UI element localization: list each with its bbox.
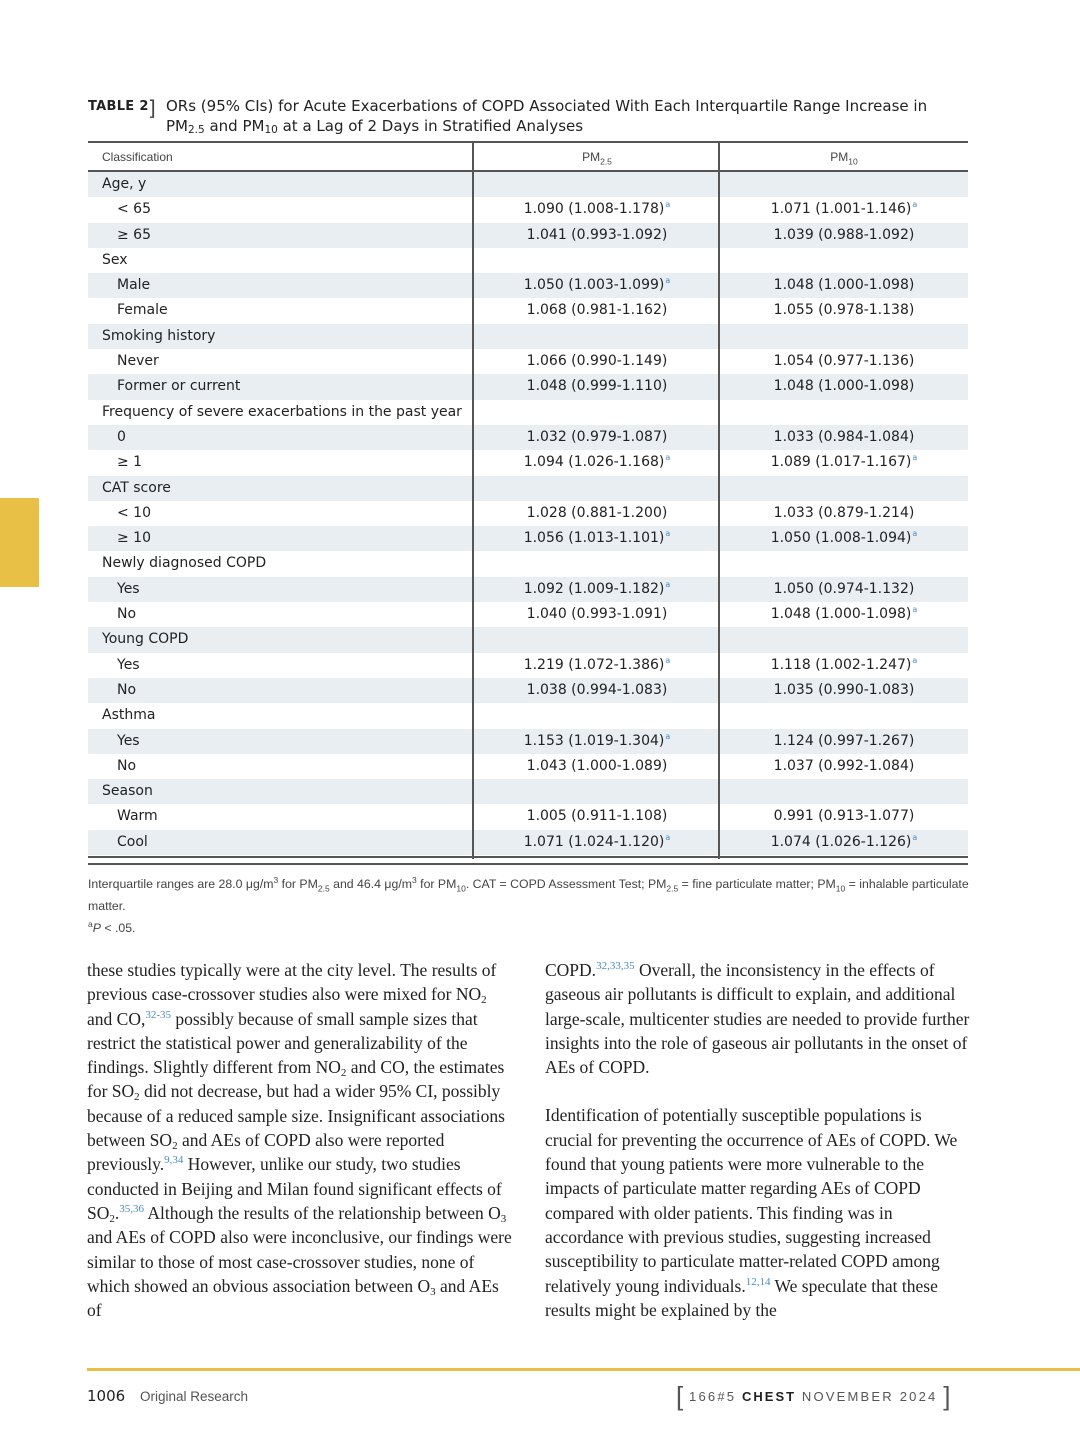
- table-row: [88, 349, 968, 374]
- table-row: [88, 577, 968, 602]
- table-row: [88, 324, 968, 349]
- header-pm10: $PM_{10}$: [830, 150, 858, 167]
- header-classification: Classification: [102, 150, 173, 164]
- table-row: [88, 374, 968, 399]
- cell-classification: No: [117, 757, 137, 774]
- header-pm25: $PM_{2.5}$: [582, 150, 612, 167]
- table-row: [88, 653, 968, 678]
- citation-link[interactable]: 32,33,35: [596, 960, 635, 972]
- page-number: 1006: [87, 1387, 126, 1405]
- footnote-significance: $^a$P < .05.: [88, 918, 136, 935]
- column-divider: [472, 141, 474, 859]
- table-row: [88, 754, 968, 779]
- cell-pm25: 1.043 (1.000-1.089): [526, 757, 668, 774]
- footer-rule: [87, 1368, 1080, 1371]
- footnote-abbreviations: Interquartile ranges are 28.0 $\mu g/m^3$ for $PM_{2.5}$ and 46.4 $\mu g/m^3$ for $PM_{10}$. CAT = COPD Assessment Test; $PM_{2.5}$ = fine particulate matter; $PM_{10}$ = inhalable particulate matter.: [88, 875, 969, 914]
- cell-pm10: 1.054 (0.977-1.136): [773, 353, 915, 370]
- cell-classification: No: [117, 681, 137, 698]
- significance-marker: a: [665, 453, 671, 463]
- significance-marker: a: [912, 605, 918, 615]
- table-row: [88, 197, 968, 222]
- citation-link[interactable]: 35,36: [119, 1202, 144, 1215]
- cell-pm25: 1.028 (0.881-1.200): [526, 504, 668, 521]
- cell-pm10: 1.035 (0.990-1.083): [773, 681, 915, 698]
- cell-classification: Yes: [117, 580, 140, 597]
- cell-pm10: 1.074 $(1.026-1.126)^a$: [770, 832, 918, 850]
- cell-pm25: 1.094 $(1.026-1.168)^a$: [523, 453, 671, 471]
- table-row: [88, 273, 968, 298]
- cell-pm10: 1.055 (0.978-1.138): [773, 302, 915, 319]
- journal-name: CHEST: [742, 1389, 797, 1404]
- table-row: [88, 425, 968, 450]
- cell-classification: Sex: [102, 251, 128, 268]
- cell-classification: Yes: [117, 656, 140, 673]
- cell-pm25: 1.066 (0.990-1.149): [526, 353, 668, 370]
- cell-classification: Newly diagnosed COPD: [102, 555, 267, 572]
- table-title: [88, 97, 978, 141]
- cell-pm25: 1.219 $(1.072-1.386)^a$: [523, 655, 671, 673]
- table-caption: ORs (95% CIs) for Acute Exacerbations of COPD Associated With Each Interquartile Range Increase in $PM_{2.5}$ and $PM_{10}$ at a Lag of 2 Days in Stratified Analyses: [166, 97, 928, 136]
- table-row: [88, 804, 968, 829]
- paragraph: Identification of potentially susceptible populations is crucial for preventing the occurrence of AEs of COPD. We found that young patients were more vulnerable to the impacts of particulate matter regarding AEs of COPD compared with older patients. This finding was in accordance with previous studies, suggesting increased susceptibility to particulate matter-related COPD among relatively young individuals.$^{12,14}$ We speculate that these results might be explained by the: [545, 1105, 958, 1320]
- cell-pm25: 1.092 $(1.009-1.182)^a$: [523, 579, 671, 597]
- paragraph: these studies typically were at the city level. The results of previous case-crossover studies also were mixed for $NO_2$ and CO,$^{32-35}$ possibly because of small sample sizes that restrict the statistical power and generalizability of the findings. Slightly different from $NO_2$ and CO, the estimates for $SO_2$ did not decrease, but had a wider 95% CI, possibly because of a reduced sample size. Insignificant associations between $SO_2$ and AEs of COPD also were reported previously.$^{9,34}$ However, unlike our study, two studies conducted in Beijing and Milan found significant effects of $SO_2.^{35,36}$ Although the results of the relationship between $O_3$ and AEs of COPD also were inconclusive, our findings were similar to those of most case-crossover studies, none of which showed an obvious association between $O_3$ and AEs of: [87, 960, 512, 1321]
- cell-pm25: 1.041 (0.993-1.092): [526, 226, 668, 243]
- significance-marker: a: [912, 453, 918, 463]
- significance-marker: a: [665, 832, 671, 842]
- cell-classification: CAT score: [102, 479, 171, 496]
- cell-pm10: 1.033 (0.879-1.214): [773, 504, 915, 521]
- significance-marker: a: [665, 276, 671, 286]
- table-row: [88, 248, 968, 273]
- table-row: [88, 223, 968, 248]
- cell-classification: < 10: [117, 504, 151, 521]
- cell-classification: Former or current: [117, 378, 241, 395]
- cell-classification: ≥ 10: [117, 530, 151, 547]
- cell-pm10: 1.048 (1.000-1.098): [773, 378, 915, 395]
- cell-pm25: 1.050 $(1.003-1.099)^a$: [523, 276, 671, 294]
- table-footnote: [88, 872, 978, 937]
- table-bottom-rule: [88, 856, 968, 865]
- cell-pm10: 0.991 (0.913-1.077): [773, 808, 915, 825]
- cell-classification: Warm: [117, 808, 158, 825]
- table-row: [88, 298, 968, 323]
- section-tab-marker: [0, 498, 39, 587]
- body-column-left: [87, 958, 512, 1322]
- significance-marker: a: [912, 529, 918, 539]
- paragraph: COPD.$^{32,33,35}$ Overall, the inconsistency in the effects of gaseous air pollutants is difficult to explain, and additional large-scale, multicenter studies are needed to provide further insights into the role of gaseous air pollutants in the onset of AEs of COPD.: [545, 960, 970, 1078]
- body-column-right: [545, 958, 971, 1322]
- column-divider: [718, 141, 720, 859]
- citation-link[interactable]: 9,34: [164, 1154, 184, 1167]
- cell-pm10: 1.048 $(1.000-1.098)^a$: [770, 605, 918, 623]
- section-label: Original Research: [140, 1389, 249, 1404]
- data-table: [88, 141, 968, 855]
- journal-volume: 166#5: [689, 1389, 737, 1404]
- cell-pm25: 1.005 (0.911-1.108): [526, 808, 668, 825]
- cell-pm25: 1.090 $(1.008-1.178)^a$: [523, 200, 671, 218]
- cell-classification: Yes: [117, 732, 140, 749]
- cell-pm25: 1.071 $(1.024-1.120)^a$: [523, 832, 671, 850]
- cell-pm10: 1.039 (0.988-1.092): [773, 226, 915, 243]
- table-row: [88, 830, 968, 855]
- cell-pm10: 1.118 $(1.002-1.247)^a$: [770, 655, 918, 673]
- cell-pm25: 1.153 $(1.019-1.304)^a$: [523, 731, 671, 749]
- table-row: [88, 476, 968, 501]
- cell-pm10: 1.033 (0.984-1.084): [773, 428, 915, 445]
- cell-pm25: 1.068 (0.981-1.162): [526, 302, 668, 319]
- table-row: [88, 526, 968, 551]
- cell-pm10: 1.124 (0.997-1.267): [773, 732, 915, 749]
- cell-classification: Cool: [117, 833, 148, 850]
- cell-classification: Age, y: [102, 176, 147, 192]
- table-label-bracket: ]: [148, 96, 156, 120]
- table-header: [88, 141, 968, 172]
- cell-classification: Female: [117, 302, 168, 319]
- cell-pm10: 1.050 (0.974-1.132): [773, 580, 915, 597]
- significance-marker: a: [665, 200, 671, 210]
- table-row: [88, 703, 968, 728]
- cell-pm25: 1.038 (0.994-1.083): [526, 681, 668, 698]
- table-row: [88, 172, 968, 197]
- table-label: TABLE 2: [88, 99, 149, 114]
- journal-citation: [ 166#5 CHEST NOVEMBER 2024 ]: [676, 1381, 951, 1411]
- cell-classification: Never: [117, 353, 159, 370]
- significance-marker: a: [912, 832, 918, 842]
- cell-classification: < 65: [117, 201, 151, 218]
- cell-classification: Frequency of severe exacerbations in the past year: [102, 403, 462, 420]
- citation-link[interactable]: 32-35: [145, 1008, 171, 1021]
- table-row: [88, 627, 968, 652]
- cell-classification: ≥ 65: [117, 226, 151, 243]
- cell-pm10: 1.089 $(1.017-1.167)^a$: [770, 453, 918, 471]
- cell-classification: Asthma: [102, 707, 156, 724]
- cell-pm25: 1.040 (0.993-1.091): [526, 606, 668, 623]
- table-row: [88, 450, 968, 475]
- significance-marker: a: [912, 655, 918, 665]
- table-row: [88, 501, 968, 526]
- significance-marker: a: [665, 579, 671, 589]
- significance-marker: a: [665, 529, 671, 539]
- significance-marker: a: [912, 200, 918, 210]
- cell-pm10: 1.037 (0.992-1.084): [773, 757, 915, 774]
- cell-classification: Young COPD: [102, 631, 189, 648]
- cell-pm10: 1.050 $(1.008-1.094)^a$: [770, 529, 918, 547]
- significance-marker: a: [665, 731, 671, 741]
- cell-classification: ≥ 1: [117, 454, 143, 471]
- citation-link[interactable]: 12,14: [745, 1275, 771, 1288]
- cell-pm25: 1.048 (0.999-1.110): [526, 378, 668, 395]
- cell-pm10: 1.071 $(1.001-1.146)^a$: [770, 200, 918, 218]
- cell-classification: Smoking history: [102, 327, 216, 344]
- cell-pm10: 1.048 (1.000-1.098): [773, 277, 915, 294]
- table-row: [88, 678, 968, 703]
- cell-classification: Season: [102, 783, 153, 800]
- journal-date: NOVEMBER 2024: [801, 1389, 938, 1404]
- table-row: [88, 551, 968, 576]
- cell-classification: No: [117, 606, 137, 623]
- table-body: [88, 172, 968, 855]
- table-row: [88, 729, 968, 754]
- cell-classification: 0: [117, 428, 126, 445]
- table-row: [88, 779, 968, 804]
- cell-classification: Male: [117, 277, 151, 294]
- cell-pm25: 1.056 $(1.013-1.101)^a$: [523, 529, 671, 547]
- table-row: [88, 400, 968, 425]
- cell-pm25: 1.032 (0.979-1.087): [526, 428, 668, 445]
- table-row: [88, 602, 968, 627]
- significance-marker: a: [665, 655, 671, 665]
